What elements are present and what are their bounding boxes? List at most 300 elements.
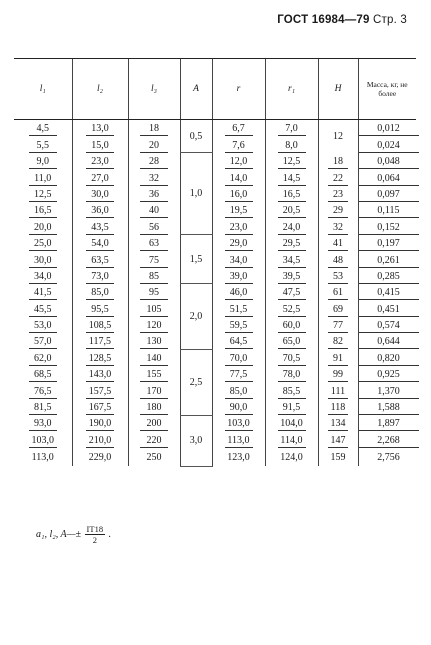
cell-l1-value: 68,5 xyxy=(29,369,57,382)
cell-r1 xyxy=(265,300,318,316)
tolerance-footnote xyxy=(36,524,111,545)
cell-r1-value: 24,0 xyxy=(278,222,306,235)
cell-l2 xyxy=(72,251,128,267)
cell-l1 xyxy=(14,300,72,316)
cell-l2-value: 117,5 xyxy=(86,336,114,349)
cell-l3-value: 140 xyxy=(140,353,168,366)
col-header-a: A xyxy=(180,59,212,120)
cell-h xyxy=(318,300,358,316)
cell-r1-value: 7,0 xyxy=(278,123,306,136)
cell-r1-value: 20,5 xyxy=(278,205,306,218)
cell-l1 xyxy=(14,218,72,234)
cell-r-value: 59,5 xyxy=(225,320,253,333)
cell-l1 xyxy=(14,169,72,185)
cell-h xyxy=(318,202,358,218)
cell-r1 xyxy=(265,120,318,137)
cell-l1-value: 11,0 xyxy=(29,173,57,186)
table-row xyxy=(14,333,416,349)
table-row xyxy=(14,399,416,415)
cell-l2 xyxy=(72,382,128,398)
cell-r xyxy=(212,284,265,300)
page-number: Стр. 3 xyxy=(373,14,407,26)
cell-l1-value: 81,5 xyxy=(29,402,57,415)
cell-r xyxy=(212,218,265,234)
cell-a: 1,0 xyxy=(180,153,212,235)
table-row xyxy=(14,415,416,431)
col-header-mass: Масса, кг, не более xyxy=(358,59,416,120)
cell-l2-value: 73,0 xyxy=(86,271,114,284)
cell-l3-value: 32 xyxy=(140,173,168,186)
cell-l1 xyxy=(14,366,72,382)
cell-l3-value: 220 xyxy=(140,435,168,448)
cell-r1 xyxy=(265,349,318,365)
table-row xyxy=(14,448,416,466)
col-header-h: H xyxy=(318,59,358,120)
cell-r1-value: 91,5 xyxy=(278,402,306,415)
col-header-r: r xyxy=(212,59,265,120)
cell-r1 xyxy=(265,333,318,349)
cell-h-value: 118 xyxy=(328,402,348,415)
cell-r-value: 12,0 xyxy=(225,156,253,169)
cell-l2 xyxy=(72,153,128,169)
cell-l1-value: 12,5 xyxy=(29,189,57,202)
cell-l2 xyxy=(72,169,128,185)
cell-l3-value: 130 xyxy=(140,336,168,349)
cell-l1 xyxy=(14,415,72,431)
cell-l3 xyxy=(128,136,180,152)
table-row xyxy=(14,431,416,447)
cell-mass-value: 2,268 xyxy=(359,435,419,448)
cell-r1 xyxy=(265,186,318,202)
cell-mass xyxy=(358,399,416,415)
cell-r xyxy=(212,186,265,202)
cell-mass xyxy=(358,284,416,300)
cell-mass-value: 0,415 xyxy=(359,287,419,300)
cell-mass xyxy=(358,136,416,152)
cell-r1 xyxy=(265,448,318,466)
cell-h xyxy=(318,382,358,398)
table-row xyxy=(14,366,416,382)
cell-l3-value: 40 xyxy=(140,205,168,218)
cell-l1 xyxy=(14,382,72,398)
cell-mass-value: 0,012 xyxy=(359,123,419,136)
cell-l3-value: 180 xyxy=(140,402,168,415)
cell-l1 xyxy=(14,251,72,267)
cell-r1 xyxy=(265,415,318,431)
cell-h-value: 69 xyxy=(328,304,348,317)
cell-mass xyxy=(358,218,416,234)
col-header-l3: l₃ xyxy=(128,59,180,120)
page-header xyxy=(277,14,407,26)
cell-r1 xyxy=(265,284,318,300)
cell-r-value: 23,0 xyxy=(225,222,253,235)
cell-r xyxy=(212,448,265,466)
cell-l1-value: 4,5 xyxy=(29,123,57,136)
cell-l1 xyxy=(14,333,72,349)
cell-l3-value: 250 xyxy=(146,452,162,464)
cell-r-value: 6,7 xyxy=(225,123,253,136)
cell-l2-value: 128,5 xyxy=(86,353,114,366)
cell-h-value: 22 xyxy=(328,173,348,186)
cell-l1-value: 25,0 xyxy=(29,238,57,251)
cell-mass-value: 0,574 xyxy=(359,320,419,333)
cell-r-value: 70,0 xyxy=(225,353,253,366)
cell-l3-value: 18 xyxy=(140,123,168,136)
cell-r-value: 46,0 xyxy=(225,287,253,300)
cell-l3-value: 36 xyxy=(140,189,168,202)
cell-r-value: 29,0 xyxy=(225,238,253,251)
cell-l3-value: 200 xyxy=(140,418,168,431)
table-row xyxy=(14,300,416,316)
cell-r1-value: 70,5 xyxy=(278,353,306,366)
cell-l3 xyxy=(128,268,180,284)
cell-l3 xyxy=(128,202,180,218)
cell-h-value: 23 xyxy=(328,189,348,202)
cell-r xyxy=(212,382,265,398)
cell-l2-value: 95,5 xyxy=(86,304,114,317)
cell-h-value: 18 xyxy=(328,156,348,169)
cell-mass xyxy=(358,317,416,333)
cell-l1 xyxy=(14,235,72,251)
cell-l3 xyxy=(128,448,180,466)
col-header-l1: l₁ xyxy=(14,59,72,120)
cell-l2 xyxy=(72,136,128,152)
cell-l2-value: 23,0 xyxy=(86,156,114,169)
cell-mass xyxy=(358,153,416,169)
cell-r1-value: 47,5 xyxy=(278,287,306,300)
cell-h xyxy=(318,153,358,169)
cell-r-value: 19,5 xyxy=(225,205,253,218)
cell-l3-value: 85 xyxy=(140,271,168,284)
cell-r1-value: 16,5 xyxy=(278,189,306,202)
cell-mass xyxy=(358,235,416,251)
cell-h-value: 99 xyxy=(328,369,348,382)
cell-r xyxy=(212,169,265,185)
cell-h-value: 41 xyxy=(328,238,348,251)
cell-l3 xyxy=(128,366,180,382)
cell-r-value: 64,5 xyxy=(225,336,253,349)
cell-h-value: 159 xyxy=(330,452,346,464)
cell-l1 xyxy=(14,186,72,202)
cell-mass xyxy=(358,202,416,218)
cell-l3 xyxy=(128,349,180,365)
cell-l3 xyxy=(128,218,180,234)
cell-l1-value: 20,0 xyxy=(29,222,57,235)
cell-r1 xyxy=(265,136,318,152)
cell-l3 xyxy=(128,300,180,316)
cell-l1-value: 34,0 xyxy=(29,271,57,284)
cell-a: 2,5 xyxy=(180,349,212,415)
cell-l2-value: 108,5 xyxy=(86,320,114,333)
cell-l1-value: 45,5 xyxy=(29,304,57,317)
cell-l1-value: 93,0 xyxy=(29,418,57,431)
cell-r xyxy=(212,349,265,365)
cell-l3-value: 105 xyxy=(140,304,168,317)
cell-r1-value: 39,5 xyxy=(278,271,306,284)
cell-l1-value: 103,0 xyxy=(29,435,57,448)
footnote-suffix: . xyxy=(108,528,112,540)
table-header-row xyxy=(14,59,416,120)
cell-l2-value: 15,0 xyxy=(86,140,114,153)
cell-r1 xyxy=(265,366,318,382)
cell-h xyxy=(318,333,358,349)
cell-mass-value: 0,115 xyxy=(359,205,419,218)
cell-r xyxy=(212,153,265,169)
cell-h xyxy=(318,235,358,251)
cell-l3 xyxy=(128,169,180,185)
cell-r-value: 123,0 xyxy=(227,452,250,464)
cell-mass xyxy=(358,349,416,365)
cell-l3-value: 75 xyxy=(140,255,168,268)
cell-l1 xyxy=(14,284,72,300)
cell-l2-value: 229,0 xyxy=(88,452,112,464)
cell-mass xyxy=(358,268,416,284)
cell-l2 xyxy=(72,399,128,415)
table-row xyxy=(14,202,416,218)
cell-h xyxy=(318,399,358,415)
cell-mass-value: 0,197 xyxy=(359,238,419,251)
cell-l1-value: 30,0 xyxy=(29,255,57,268)
cell-l3 xyxy=(128,120,180,137)
cell-l3-value: 20 xyxy=(140,140,168,153)
cell-r-value: 39,0 xyxy=(225,271,253,284)
cell-l3-value: 28 xyxy=(140,156,168,169)
cell-l3-value: 56 xyxy=(140,222,168,235)
cell-r-value: 7,6 xyxy=(225,140,253,153)
cell-l3 xyxy=(128,382,180,398)
cell-mass xyxy=(358,169,416,185)
cell-h xyxy=(318,366,358,382)
cell-r1 xyxy=(265,268,318,284)
cell-l1 xyxy=(14,202,72,218)
cell-l2 xyxy=(72,333,128,349)
table-row xyxy=(14,235,416,251)
cell-l1-value: 41,5 xyxy=(29,287,57,300)
cell-l3 xyxy=(128,415,180,431)
fraction-denominator: 2 xyxy=(92,535,97,545)
table-row xyxy=(14,218,416,234)
cell-l3-value: 155 xyxy=(140,369,168,382)
cell-l2 xyxy=(72,300,128,316)
cell-l2-value: 167,5 xyxy=(86,402,114,415)
cell-l2 xyxy=(72,186,128,202)
cell-l2-value: 143,0 xyxy=(86,369,114,382)
table-row xyxy=(14,169,416,185)
cell-r xyxy=(212,366,265,382)
cell-l3 xyxy=(128,317,180,333)
table-row xyxy=(14,120,416,137)
cell-l2 xyxy=(72,415,128,431)
cell-r1 xyxy=(265,251,318,267)
cell-h-value: 82 xyxy=(328,336,348,349)
cell-mass-value: 0,064 xyxy=(359,173,419,186)
cell-mass xyxy=(358,382,416,398)
cell-r1-value: 60,0 xyxy=(278,320,306,333)
cell-l3-value: 120 xyxy=(140,320,168,333)
cell-l2-value: 210,0 xyxy=(86,435,114,448)
cell-mass xyxy=(358,251,416,267)
cell-r1-value: 85,5 xyxy=(278,386,306,399)
cell-l1 xyxy=(14,153,72,169)
cell-l1 xyxy=(14,268,72,284)
cell-r xyxy=(212,136,265,152)
table-row xyxy=(14,251,416,267)
cell-h xyxy=(318,448,358,466)
cell-l1 xyxy=(14,431,72,447)
standard-number: ГОСТ 16984—79 xyxy=(277,14,370,26)
cell-mass-value: 0,644 xyxy=(359,336,419,349)
cell-l2 xyxy=(72,349,128,365)
cell-l3 xyxy=(128,186,180,202)
cell-l2-value: 27,0 xyxy=(86,173,114,186)
cell-r-value: 90,0 xyxy=(225,402,253,415)
fraction-numerator: IT18 xyxy=(86,524,104,534)
cell-mass xyxy=(358,300,416,316)
cell-l3 xyxy=(128,431,180,447)
cell-mass xyxy=(358,186,416,202)
cell-l2 xyxy=(72,120,128,137)
footnote-prefix: a₁, l₂, A—± xyxy=(36,528,82,540)
cell-l1 xyxy=(14,317,72,333)
cell-l2-value: 85,0 xyxy=(86,287,114,300)
cell-r xyxy=(212,399,265,415)
table-row xyxy=(14,153,416,169)
cell-mass xyxy=(358,366,416,382)
cell-r xyxy=(212,235,265,251)
table-row xyxy=(14,284,416,300)
cell-r1 xyxy=(265,382,318,398)
cell-r1-value: 124,0 xyxy=(280,452,303,464)
cell-h xyxy=(318,251,358,267)
cell-r xyxy=(212,268,265,284)
cell-l2 xyxy=(72,431,128,447)
cell-r xyxy=(212,415,265,431)
table-row xyxy=(14,317,416,333)
cell-a: 3,0 xyxy=(180,415,212,466)
cell-l2 xyxy=(72,202,128,218)
cell-h-value: 134 xyxy=(328,418,348,431)
cell-l3 xyxy=(128,284,180,300)
cell-r xyxy=(212,317,265,333)
cell-r1-value: 14,5 xyxy=(278,173,306,186)
cell-r-value: 34,0 xyxy=(225,255,253,268)
cell-r1 xyxy=(265,153,318,169)
cell-l2 xyxy=(72,448,128,466)
cell-r1 xyxy=(265,202,318,218)
cell-l1 xyxy=(14,136,72,152)
cell-h-value: 61 xyxy=(328,287,348,300)
cell-r xyxy=(212,333,265,349)
cell-r-value: 113,0 xyxy=(225,435,253,448)
cell-l2-value: 43,5 xyxy=(86,222,114,235)
cell-r-value: 16,0 xyxy=(225,189,253,202)
cell-h-value: 29 xyxy=(328,205,348,218)
cell-l3 xyxy=(128,235,180,251)
cell-mass xyxy=(358,120,416,137)
cell-r1-value: 104,0 xyxy=(278,418,306,431)
cell-r1 xyxy=(265,235,318,251)
cell-r xyxy=(212,251,265,267)
cell-a: 1,5 xyxy=(180,235,212,284)
cell-h-value: 32 xyxy=(328,222,348,235)
cell-l2 xyxy=(72,317,128,333)
cell-l3-value: 63 xyxy=(140,238,168,251)
cell-l2-value: 30,0 xyxy=(86,189,114,202)
cell-r-value: 77,5 xyxy=(225,369,253,382)
cell-mass-value: 0,925 xyxy=(359,369,419,382)
cell-r xyxy=(212,120,265,137)
cell-r1-value: 65,0 xyxy=(278,336,306,349)
cell-mass-value: 0,820 xyxy=(359,353,419,366)
cell-a: 2,0 xyxy=(180,284,212,350)
cell-r1-value: 34,5 xyxy=(278,255,306,268)
cell-mass-value: 1,588 xyxy=(359,402,419,415)
cell-r1-value: 12,5 xyxy=(278,156,306,169)
cell-mass-value: 0,261 xyxy=(359,255,419,268)
cell-r xyxy=(212,431,265,447)
cell-r1 xyxy=(265,317,318,333)
cell-l2-value: 13,0 xyxy=(86,123,114,136)
cell-r1 xyxy=(265,218,318,234)
cell-l3 xyxy=(128,153,180,169)
cell-h xyxy=(318,431,358,447)
table-row xyxy=(14,268,416,284)
cell-a: 0,5 xyxy=(180,120,212,153)
cell-mass-value: 0,285 xyxy=(359,271,419,284)
cell-r-value: 14,0 xyxy=(225,173,253,186)
cell-mass xyxy=(358,415,416,431)
cell-r1-value: 114,0 xyxy=(278,435,306,448)
cell-l1-value: 5,5 xyxy=(29,140,57,153)
cell-r xyxy=(212,202,265,218)
cell-mass-value: 0,451 xyxy=(359,304,419,317)
cell-l2 xyxy=(72,284,128,300)
col-header-l2: l₂ xyxy=(72,59,128,120)
cell-mass xyxy=(358,431,416,447)
table-row xyxy=(14,382,416,398)
cell-h-value: 91 xyxy=(328,353,348,366)
cell-l1-value: 62,0 xyxy=(29,353,57,366)
cell-r1 xyxy=(265,399,318,415)
cell-l1-value: 113,0 xyxy=(31,452,54,464)
cell-mass-value: 0,152 xyxy=(359,222,419,235)
cell-h xyxy=(318,349,358,365)
cell-l1 xyxy=(14,448,72,466)
cell-l1 xyxy=(14,120,72,137)
cell-h xyxy=(318,284,358,300)
cell-l2-value: 54,0 xyxy=(86,238,114,251)
cell-h: 12 xyxy=(318,120,358,153)
cell-r1 xyxy=(265,431,318,447)
cell-h-value: 111 xyxy=(328,386,348,399)
cell-h xyxy=(318,169,358,185)
footnote-fraction xyxy=(85,524,106,545)
cell-h xyxy=(318,268,358,284)
cell-l3-value: 170 xyxy=(140,386,168,399)
cell-h-value: 77 xyxy=(328,320,348,333)
cell-l1-value: 16,5 xyxy=(29,205,57,218)
cell-h-value: 53 xyxy=(328,271,348,284)
cell-mass-value: 0,097 xyxy=(359,189,419,202)
dimensions-table xyxy=(14,58,416,467)
cell-mass xyxy=(358,333,416,349)
cell-r-value: 51,5 xyxy=(225,304,253,317)
table-row xyxy=(14,186,416,202)
cell-l3 xyxy=(128,333,180,349)
cell-mass xyxy=(358,448,416,466)
cell-l3 xyxy=(128,399,180,415)
col-header-r1: r₁ xyxy=(265,59,318,120)
